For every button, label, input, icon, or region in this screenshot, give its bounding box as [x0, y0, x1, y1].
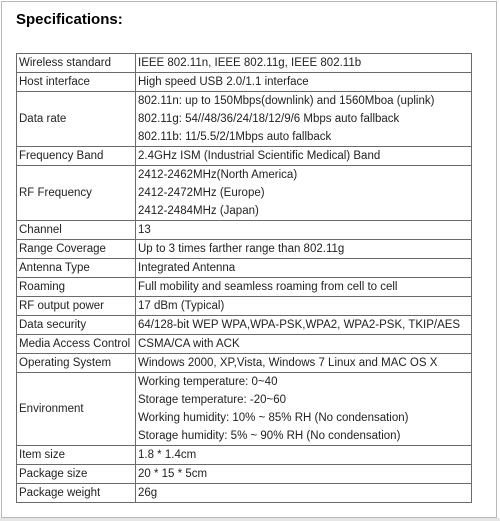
- spec-value-line: Windows 2000, XP,Vista, Windows 7 Linux and MAC OS X: [138, 357, 438, 369]
- spec-value-line: Working humidity: 10% ~ 85% RH (No condensation): [138, 412, 409, 424]
- spec-value-line: 2412-2484MHz (Japan): [138, 205, 259, 217]
- spec-value: [136, 335, 472, 354]
- spec-value: [136, 92, 472, 147]
- spec-row: [17, 316, 472, 335]
- spec-value-line: 1.8 * 1.4cm: [138, 449, 197, 461]
- spec-value-line: Storage humidity: 5% ~ 90% RH (No condensation): [138, 430, 401, 442]
- spec-label: Media Access Control: [17, 335, 136, 354]
- spec-value-line: 2412-2462MHz(North America): [138, 169, 298, 181]
- spec-label: Range Coverage: [17, 240, 136, 259]
- spec-value-line: High speed USB 2.0/1.1 interface: [138, 76, 309, 88]
- spec-row: [17, 297, 472, 316]
- spec-label: Data security: [17, 316, 136, 335]
- specifications-table-body: [17, 54, 472, 503]
- spec-label: Channel: [17, 221, 136, 240]
- spec-value-line: 20 * 15 * 5cm: [138, 468, 208, 480]
- spec-value-line: Up to 3 times farther range than 802.11g: [138, 243, 345, 255]
- spec-label: RF Frequency: [17, 166, 136, 221]
- spec-value-line: Storage temperature: -20~60: [138, 394, 286, 406]
- spec-value: [136, 297, 472, 316]
- page-title: Specifications:: [16, 11, 123, 28]
- spec-row: [17, 240, 472, 259]
- spec-value: [136, 354, 472, 373]
- page-frame: [1, 1, 497, 518]
- spec-value-line: 802.11b: 11/5.5/2/1Mbps auto fallback: [138, 131, 332, 143]
- spec-row: [17, 166, 472, 221]
- spec-value: [136, 73, 472, 92]
- spec-value-line: 26g: [138, 487, 158, 499]
- spec-label: Operating System: [17, 354, 136, 373]
- spec-row: [17, 465, 472, 484]
- spec-row: [17, 335, 472, 354]
- spec-label: Frequency Band: [17, 147, 136, 166]
- spec-label: Roaming: [17, 278, 136, 297]
- spec-label: RF output power: [17, 297, 136, 316]
- spec-row: [17, 354, 472, 373]
- spec-row: [17, 221, 472, 240]
- spec-label: Data rate: [17, 92, 136, 147]
- spec-row: [17, 446, 472, 465]
- spec-label: Package weight: [17, 484, 136, 503]
- spec-value: [136, 166, 472, 221]
- spec-label: Item size: [17, 446, 136, 465]
- spec-value: [136, 484, 472, 503]
- spec-value: [136, 259, 472, 278]
- spec-value-line: Full mobility and seamless roaming from cell to cell: [138, 281, 398, 293]
- spec-value: [136, 147, 472, 166]
- spec-label: Environment: [17, 373, 136, 446]
- spec-value-line: CSMA/CA with ACK: [138, 338, 240, 350]
- spec-value-line: 13: [138, 224, 151, 236]
- spec-label: Wireless standard: [17, 54, 136, 73]
- spec-label: Package size: [17, 465, 136, 484]
- spec-row: [17, 278, 472, 297]
- spec-value: [136, 316, 472, 335]
- spec-value: [136, 221, 472, 240]
- spec-row: [17, 373, 472, 446]
- spec-value: [136, 446, 472, 465]
- spec-value: [136, 54, 472, 73]
- spec-value: [136, 373, 472, 446]
- spec-value-line: 2.4GHz ISM (Industrial Scientific Medical) Band: [138, 150, 381, 162]
- spec-label: Antenna Type: [17, 259, 136, 278]
- spec-value-line: Working temperature: 0~40: [138, 376, 278, 388]
- spec-row: [17, 259, 472, 278]
- spec-value: [136, 465, 472, 484]
- spec-row: [17, 54, 472, 73]
- spec-value-line: 64/128-bit WEP WPA,WPA-PSK,WPA2, WPA2-PSK, TKIP/AES: [138, 319, 461, 331]
- spec-row: [17, 484, 472, 503]
- spec-value-line: 2412-2472MHz (Europe): [138, 187, 265, 199]
- spec-value-line: 17 dBm (Typical): [138, 300, 225, 312]
- spec-value: [136, 240, 472, 259]
- spec-value-line: IEEE 802.11n, IEEE 802.11g, IEEE 802.11b: [138, 57, 362, 69]
- spec-row: [17, 92, 472, 147]
- spec-value-line: 802.11g: 54//48/36/24/18/12/9/6 Mbps auto fallback: [138, 113, 400, 125]
- spec-label: Host interface: [17, 73, 136, 92]
- spec-value-line: 802.11n: up to 150Mbps(downlink) and 1560Mboa (uplink): [138, 95, 435, 107]
- spec-row: [17, 73, 472, 92]
- spec-value-line: Integrated Antenna: [138, 262, 236, 274]
- spec-row: [17, 147, 472, 166]
- specifications-table: [16, 53, 472, 503]
- spec-value: [136, 278, 472, 297]
